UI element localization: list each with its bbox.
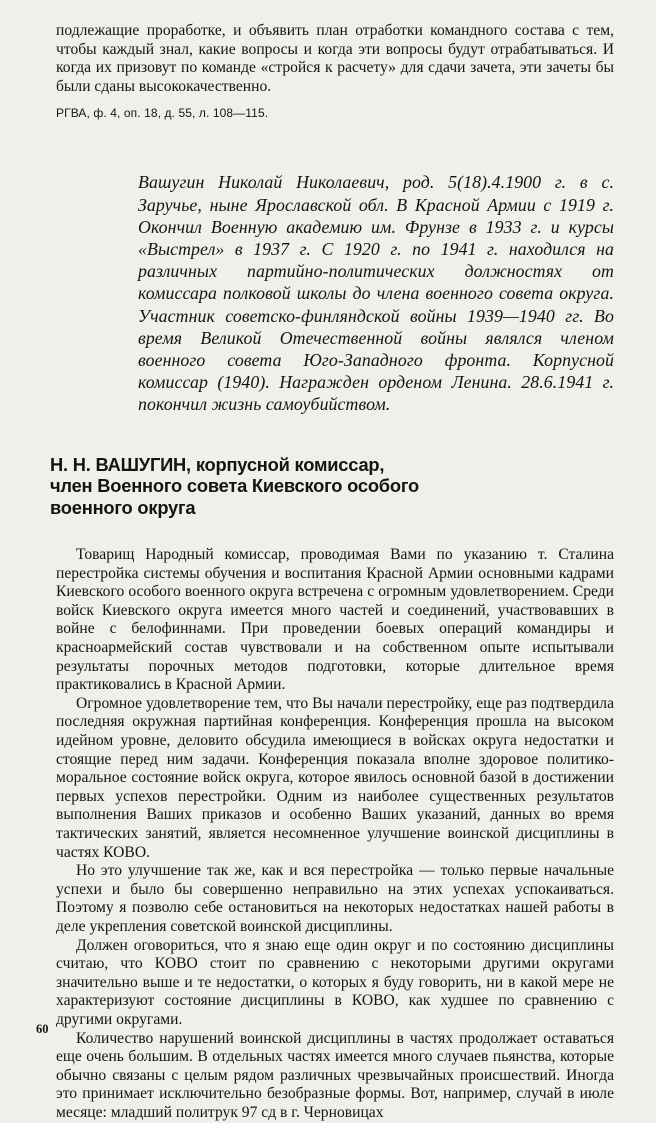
top-paragraph: подлежащие проработке, и объявить план отработки командного состава с тем, чтобы каждый знал, какие вопросы и когда эти вопросы будут отрабатываться. И когда их призовут по команде «стройся к расчету» для сдачи зачета, эти зачеты бы были сданы высококачественно. <box>56 22 614 95</box>
body-paragraph: Должен оговориться, что я знаю еще один округ и по состоянию дисциплины считаю, что КОВО стоит по сравнению с некоторыми другими округами значительно выше и те недостатки, о которых я буду говорить, ни в какой мере не характеризуют состояние дисциплины в КОВО, как худшее по сравнению с другими округами. <box>56 936 614 1028</box>
page-number: 60 <box>36 1022 49 1036</box>
biography-note: Вашугин Николай Николаевич, род. 5(18).4.1900 г. в с. Заручье, ныне Ярославской обл. В Красной Армии с 1919 г. Окончил Военную академию им. Фрунзе в 1933 г. и курсы «Выстрел» в 1937 г. С 1920 г. по 1941 г. находился на различных партийно-политических должностях от комиссара полковой школы до члена военного совета округа. Участник советско-финляндской войны 1939—1940 гг. Во время Великой Отечественной войны являлся членом военного совета Юго-Западного фронта. Корпусной комиссар (1940). Награжден орденом Ленина. 28.6.1941 г. покончил жизнь самоубийством. <box>138 172 614 415</box>
body-paragraph: Огромное удовлетворение тем, что Вы начали перестройку, еще раз подтвердила последняя окружная партийная конференция. Конференция прошла на высоком идейном уровне, деловито обсудила имеющиеся в войсках округа недостатки и стоящие перед ним задачи. Конференция показала вполне здоровое политико-моральное состояние войск округа, которое явилось основной базой в достижении первых успехов перестройки. Одним из наиболее существенных результатов выполнения Ваших приказов и особенно Ваших указаний, данных во время тактических занятий, является несомненное улучшение воинской дисциплины в частях КОВО. <box>56 694 614 861</box>
body-paragraph: Количество нарушений воинской дисциплины в частях продолжает оставаться еще очень большим. В отдельных частях имеется много случаев пьянства, которые обычно связаны с целым рядом различных чрезвычайных происшествий. Иногда это принимает исключительно безобразные формы. Вот, например, случай в июле месяце: младший политрук 97 сд в г. Черновицах <box>56 1029 614 1121</box>
section-heading <box>50 454 614 519</box>
body-paragraph: Товарищ Народный комиссар, проводимая Вами по указанию т. Сталина перестройка системы обучения и воспитания Красной Армии основными кадрами Киевского особого военного округа встречена с огромным удовлетворением. Среди войск Киевского округа имеется много частей и соединений, участвовавших в войне с белофиннами. При проведении боевых операций командиры и красноармейский состав чувствовали и на собственном опыте испытывали результаты порочных методов подготовки, которые длительное время практиковались в Красной Армии. <box>56 546 614 694</box>
archive-source-note: РГВА, ф. 4, оп. 18, д. 55, л. 108—115. <box>56 106 269 121</box>
heading-line-3: военного округа <box>50 496 196 518</box>
heading-line-1: Н. Н. ВАШУГИН, корпусной комиссар, <box>50 453 385 475</box>
heading-line-2: член Военного совета Киевского особого <box>50 475 420 497</box>
speech-body <box>56 546 614 1122</box>
body-paragraph: Но это улучшение так же, как и вся перестройка — только первые начальные успехи и было бы совершенно неправильно на этих успехах успокаиваться. Поэтому я позволю себе остановиться на некоторых недостатках нашей работы в деле укрепления советской воинской дисциплины. <box>56 862 614 935</box>
